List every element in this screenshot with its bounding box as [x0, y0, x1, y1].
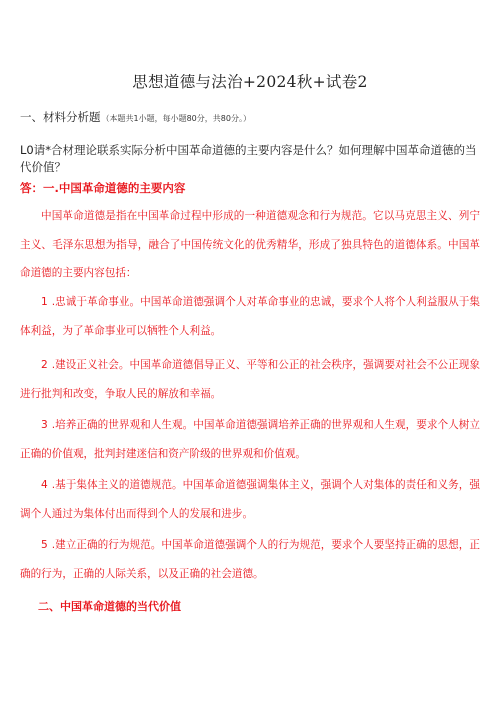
item-text: .培养正确的世界观和人生观。中国革命道德强调培养正确的世界观和人生观，要求个人树立正确的价值观，批判封建迷信和资产阶级的世界观和价值观。: [20, 419, 480, 460]
list-item: [20, 411, 480, 468]
item-number: 4: [41, 479, 48, 491]
list-item: [20, 471, 480, 528]
item-text: .建立正确的行为规范。中国革命道德强调个人的行为规范，要求个人要坚持正确的思想，正确的行为，正确的人际关系，以及正确的社会道德。: [20, 539, 480, 580]
document-title: 思想道德与法治+2024秋+试卷2: [132, 73, 368, 91]
section-two-heading: 二、中国革命道德的当代价值: [38, 600, 181, 613]
question-text: L0请*合材理论联系实际分析中国革命道德的主要内容是什么？如何理解中国革命道德的当代价值？: [20, 143, 477, 174]
list-item: [20, 351, 480, 408]
item-number: 3: [41, 419, 48, 431]
list-item: [20, 288, 480, 345]
item-text: .基于集体主义的道德规范。中国革命道德强调集体主义，强调个人对集体的责任和义务，强调个人通过为集体付出而得到个人的发展和进步。: [20, 479, 480, 520]
item-number: 2: [41, 359, 48, 371]
item-text: .建设正义社会。中国革命道德倡导正义、平等和公正的社会秩序，强调要对社会不公正现象进行批判和改变，争取人民的解放和幸福。: [20, 359, 480, 400]
section-heading-text: 一、材料分析题: [20, 110, 101, 124]
item-number: 1: [41, 296, 48, 308]
section-score-note: （本题共1小题，每小题80分，共80分。）: [101, 114, 251, 123]
section-heading: [20, 109, 251, 125]
intro-paragraph: 中国革命道德是指在中国革命过程中形成的一种道德观念和行为规范。它以马克思主义、列宁主义、毛泽东思想为指导，融合了中国传统文化的优秀精华，形成了独具特色的道德体系。中国革命道德的主要内容包括：: [20, 210, 480, 279]
list-item: [20, 531, 480, 588]
item-text: .忠诚于革命事业。中国革命道德强调个人对革命事业的忠诚，要求个人将个人利益服从于集体利益，为了革命事业可以牺牲个人利益。: [20, 296, 480, 337]
answer-label: 答：一.中国革命道德的主要内容: [20, 181, 186, 195]
item-number: 5: [41, 539, 48, 551]
